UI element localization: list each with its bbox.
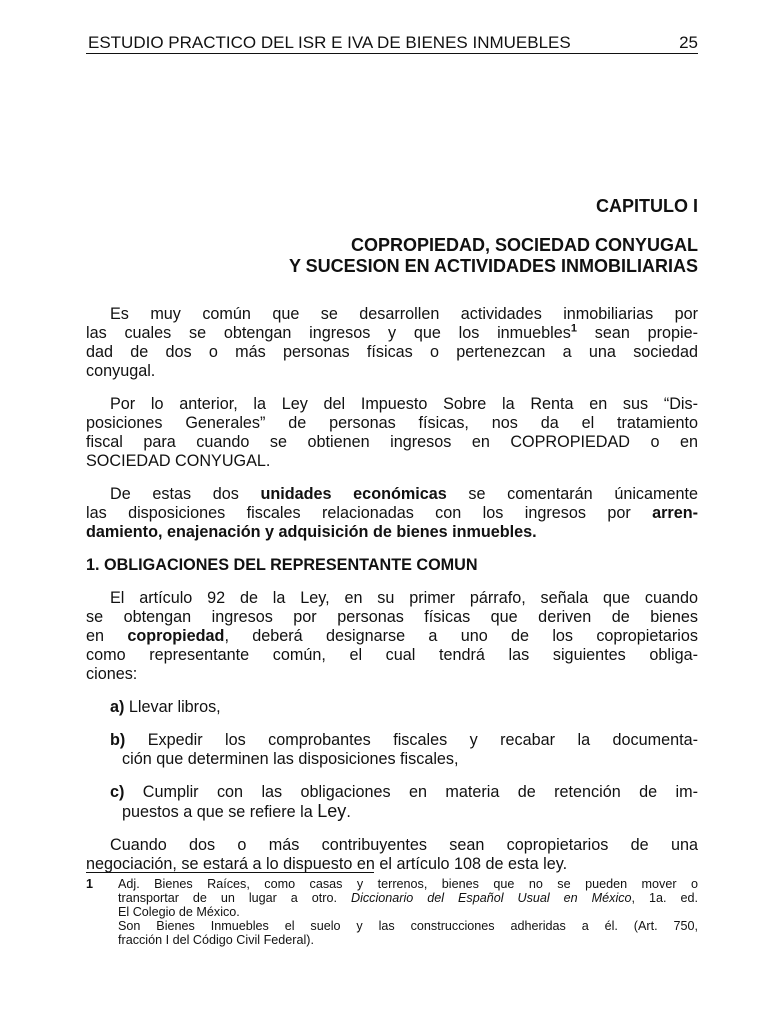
chapter-label: CAPITULO I xyxy=(596,196,698,216)
p4-line-2: se obtengan ingresos por personas físicas que deriven de bienes xyxy=(86,608,698,626)
item-c-l2-c: . xyxy=(346,803,351,821)
item-b-marker: b) xyxy=(110,731,126,749)
p3-l1-a: De estas dos xyxy=(110,485,261,503)
p3-line-2 xyxy=(86,504,698,523)
item-c-text: Cumplir con las obligaciones en materia de retención de im- xyxy=(124,783,698,801)
list-item-c xyxy=(110,783,698,822)
chapter-title-line-1: COPROPIEDAD, SOCIEDAD CONYUGAL xyxy=(350,235,698,255)
footnote-divider xyxy=(86,872,374,873)
header-title: ESTUDIO PRACTICO DEL ISR E IVA DE BIENES INMUEBLES xyxy=(88,33,571,52)
fn-line-2 xyxy=(118,891,698,905)
item-b-text: Expedir los comprobantes fiscales y recabar la documenta- xyxy=(125,731,698,749)
p4-line-3 xyxy=(86,627,698,646)
fn-line-1: Adj. Bienes Raíces, como casas y terrenos, bienes que no se pueden mover o xyxy=(118,877,698,891)
p4-l3-c: , deberá designarse a uno de los copropietarios xyxy=(224,627,698,645)
p3-line-1 xyxy=(86,485,698,504)
p2-line-1: Por lo anterior, la Ley del Impuesto Sobre la Renta en sus “Dis- xyxy=(110,395,698,413)
p2-line-3: fiscal para cuando se obtienen ingresos en COPROPIEDAD o en xyxy=(86,433,698,451)
section-heading: 1. OBLIGACIONES DEL REPRESENTANTE COMUN xyxy=(86,556,478,574)
p4-line-5: ciones: xyxy=(86,665,138,683)
p5-line-1: Cuando dos o más contribuyentes sean copropietarios de una xyxy=(110,836,698,854)
item-c-l2-a: puestos a que se refiere la xyxy=(122,803,318,821)
item-a-line-1 xyxy=(110,698,698,717)
list-item-a xyxy=(110,698,698,717)
fn-l2-italic: Diccionario del Español Usual en México xyxy=(350,891,632,905)
p1-line-1: Es muy común que se desarrollen actividades inmobiliarias por xyxy=(110,305,698,323)
p1-line-4: conyugal. xyxy=(86,362,156,380)
paragraph-5 xyxy=(86,836,698,874)
p3-l2-bold: arren- xyxy=(652,504,698,522)
p1-line-3: dad de dos o más personas físicas o pertenezcan a una sociedad xyxy=(86,343,698,361)
list-item-b xyxy=(110,731,698,769)
fn-line-3: El Colegio de México. xyxy=(118,905,240,919)
fn-l2-c: , 1a. ed. xyxy=(631,891,699,905)
fn-line-5: fracción I del Código Civil Federal). xyxy=(118,933,314,947)
p3-line-3: damiento, enajenación y adquisición de bienes inmuebles. xyxy=(86,523,537,541)
document-page xyxy=(86,0,698,1024)
body-text xyxy=(86,305,698,888)
p2-line-4: SOCIEDAD CONYUGAL. xyxy=(86,452,271,470)
item-c-line-1 xyxy=(110,783,698,802)
paragraph-3 xyxy=(86,485,698,542)
fn-line-4: Son Bienes Inmuebles el suelo y las construcciones adheridas a él. (Art. 750, xyxy=(118,919,698,933)
p4-line-4: como representante común, el cual tendrá las siguientes obliga- xyxy=(86,646,698,664)
p2-line-2: posiciones Generales” de personas físicas, nos da el tratamiento xyxy=(86,414,698,432)
p3-l1-c: se comentarán únicamente xyxy=(446,485,699,503)
chapter-title-line-2: Y SUCESION EN ACTIVIDADES INMOBILIARIAS xyxy=(288,256,698,276)
paragraph-1 xyxy=(86,305,698,381)
paragraph-2 xyxy=(86,395,698,471)
chapter-title xyxy=(86,235,698,277)
p4-line-1: El artículo 92 de la Ley, en su primer párrafo, señala que cuando xyxy=(110,589,698,607)
footnote-ref: 1 xyxy=(570,322,577,335)
fn-l2-a: transportar de un lugar a otro. xyxy=(118,891,351,905)
footnote-marker: 1 xyxy=(86,877,94,891)
p1-line-2-text: las cuales se obtengan ingresos y que los inmuebles xyxy=(86,324,571,342)
item-b-line-1 xyxy=(110,731,698,750)
p4-l3-bold: copropiedad xyxy=(127,627,225,645)
p1-line-2-end: sean propie- xyxy=(577,324,698,342)
footnote xyxy=(86,877,698,947)
item-a-marker: a) xyxy=(110,698,125,716)
item-c-marker: c) xyxy=(110,783,125,801)
p3-l1-bold: unidades económicas xyxy=(260,485,447,503)
item-a-text: Llevar libros, xyxy=(124,698,221,716)
item-c-l2-ley: Ley xyxy=(317,801,347,821)
p5-line-2: negociación, se estará a lo dispuesto en el artículo 108 de esta ley. xyxy=(86,855,568,873)
footnote-text xyxy=(118,877,698,947)
item-c-line-2 xyxy=(110,802,698,822)
page-number: 25 xyxy=(679,33,698,52)
p3-l2-a: las disposiciones fiscales relacionadas con los ingresos por xyxy=(86,504,653,522)
running-header xyxy=(86,33,698,54)
p4-l3-a: en xyxy=(86,627,128,645)
p1-line-2 xyxy=(86,324,698,343)
paragraph-4 xyxy=(86,589,698,684)
item-b-line-2: ción que determinen las disposiciones fiscales, xyxy=(122,750,459,768)
